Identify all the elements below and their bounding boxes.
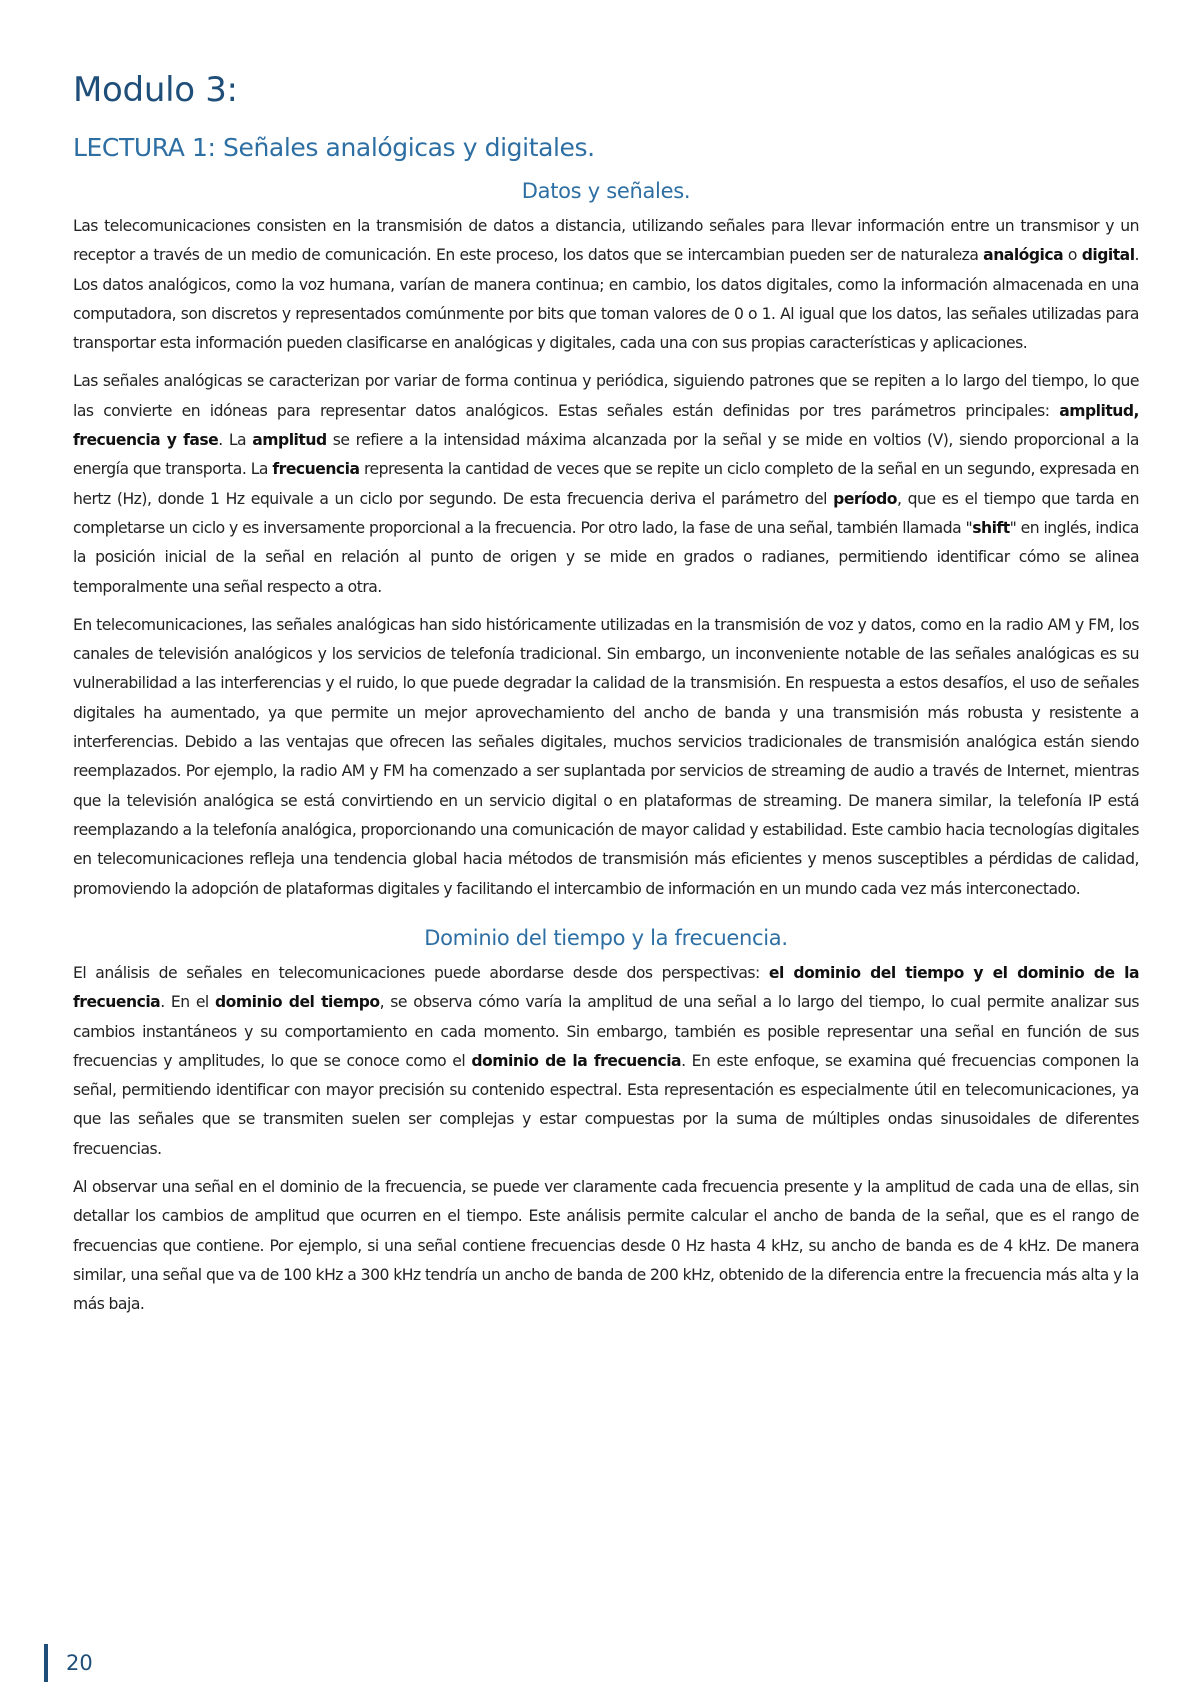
section-title-dominio: Dominio del tiempo y la frecuencia. (424, 925, 788, 950)
page-number: 20 (66, 1651, 93, 1675)
paragraph-datos-naturaleza: Las telecomunicaciones consisten en la transmisión de datos a distancia, utilizando señales para llevar información entre un transmisor y un receptor a través de un medio de comunicación. En este proceso, los datos que se intercambian pueden ser de naturaleza analógica o digital. Los datos analógicos, como la voz humana, varían de manera continua; en cambio, los datos digitales, como la información almacenada en una computadora, son discretos y representados comúnmente por bits que toman valores de 0 o 1. Al igual que los datos, las señales utilizadas para transportar esta información pueden clasificarse en analógicas y digitales, cada una con sus propias características y aplicaciones. (73, 216, 1140, 353)
paragraph-telecomunicaciones-historia: En telecomunicaciones, las señales analógicas han sido históricamente utilizadas en la transmisión de voz y datos, como en la radio AM y FM, los canales de televisión analógicos y los servicios de telefonía tradicional. Sin embargo, un inconveniente notable de las señales analógicas es su vulnerabilidad a las interferencias y el ruido, lo que puede degradar la calidad de la transmisión. En respuesta a estos desafíos, el uso de señales digitales ha aumentado, ya que permite un mejor aprovechamiento del ancho de banda y una transmisión más robusta y resistente a interferencias. Debido a las ventajas que ofrecen las señales digitales, muchos servicios tradicionales de transmisión analógica están siendo reemplazados. Por ejemplo, la radio AM y FM ha comenzado a ser suplantada por servicios de streaming de audio a través de Internet, mientras que la televisión analógica se está convirtiendo en un servicio digital o en plataformas de streaming. De manera similar, la telefonía IP está reemplazando a la telefonía analógica, proporcionando una comunicación de mayor calidad y estabilidad. Este cambio hacia tecnologías digitales en telecomunicaciones refleja una tendencia global hacia métodos de transmisión más eficientes y menos susceptibles a pérdidas de calidad, promoviendo la adopción de plataformas digitales y facilitando el intercambio de información en un mundo cada vez más interconectado. (73, 615, 1139, 898)
bold-term-amplitud: amplitud (252, 431, 327, 450)
paragraph-ancho-banda: Al observar una señal en el dominio de la frecuencia, se puede ver claramente cada frecuencia presente y la amplitud de cada una de ellas, sin detallar los cambios de amplitud que ocurren en el tiempo. Este análisis permite calcular el ancho de banda de la señal, que es el rango de frecuencias que contiene. Por ejemplo, si una señal contiene frecuencias desde 0 Hz hasta 4 kHz, su ancho de banda es de 4 kHz. De manera similar, una señal que va de 100 kHz a 300 kHz tendría un ancho de banda de 200 kHz, obtenido de la diferencia entre la frecuencia más alta y la más baja. (73, 1178, 1139, 1314)
document-page (73, 70, 1139, 1329)
bold-term-dominio-tiempo: dominio del tiempo (214, 993, 380, 1012)
lecture-title: LECTURA 1: Señales analógicas y digitales. (73, 132, 595, 162)
paragraph-senales-analogicas: Las señales analógicas se caracterizan por variar de forma continua y periódica, siguiendo patrones que se repiten a lo largo del tiempo, lo que las convierte en idóneas para representar datos analógicos. Estas señales están definidas por tres parámetros principales: amplitud, frecuencia y fase. La amplitud se refiere a la intensidad máxima alcanzada por la señal y se mide en voltios (V), siendo proporcional a la energía que transporta. La frecuencia representa la cantidad de veces que se repite un ciclo completo de la señal en un segundo, expresada en hertz (Hz), donde 1 Hz equivale a un ciclo por segundo. De esta frecuencia deriva el parámetro del período, que es el tiempo que tarda en completarse un ciclo y es inversamente proporcional a la frecuencia. Por otro lado, la fase de una señal, también llamada "shift" en inglés, indica la posición inicial de la señal en relación al punto de origen y se mide en grados o radianes, permitiendo identificar cómo se alinea temporalmente una señal respecto a otra. (73, 372, 1139, 596)
bold-term-shift: shift (972, 518, 1010, 537)
page-footer (44, 1644, 93, 1682)
section-title-datos-senales: Datos y señales. (521, 178, 691, 203)
bold-term-frecuencia: frecuencia (272, 460, 360, 479)
bold-term-dominio-frecuencia: dominio de la frecuencia (471, 1051, 682, 1070)
footer-accent-bar (44, 1644, 48, 1682)
module-title: Modulo 3: (73, 70, 238, 110)
paragraph-dominio-perspectivas: El análisis de señales en telecomunicaciones puede abordarse desde dos perspectivas: el dominio del tiempo y el dominio de la frecuencia. En el dominio del tiempo, se observa cómo varía la amplitud de una señal a lo largo del tiempo, lo cual permite analizar sus cambios instantáneos y su comportamiento en cada momento. Sin embargo, también es posible representar una señal en función de sus frecuencias y amplitudes, lo que se conoce como el dominio de la frecuencia. En este enfoque, se examina qué frecuencias componen la señal, permitiendo identificar con mayor precisión su contenido espectral. Esta representación es especialmente útil en telecomunicaciones, ya que las señales que se transmiten suelen ser complejas y estar compuestas por la suma de múltiples ondas sinusoidales de diferentes frecuencias. (73, 964, 1139, 1158)
bold-term-dominios: el dominio del tiempo y el dominio de la frecuencia (73, 964, 1139, 1012)
bold-term-digital: digital (1081, 246, 1135, 265)
bold-term-periodo: período (833, 489, 898, 508)
bold-term-analogica: analógica (983, 246, 1064, 265)
bold-term-parametros: amplitud, frecuencia y fase (73, 401, 1139, 450)
